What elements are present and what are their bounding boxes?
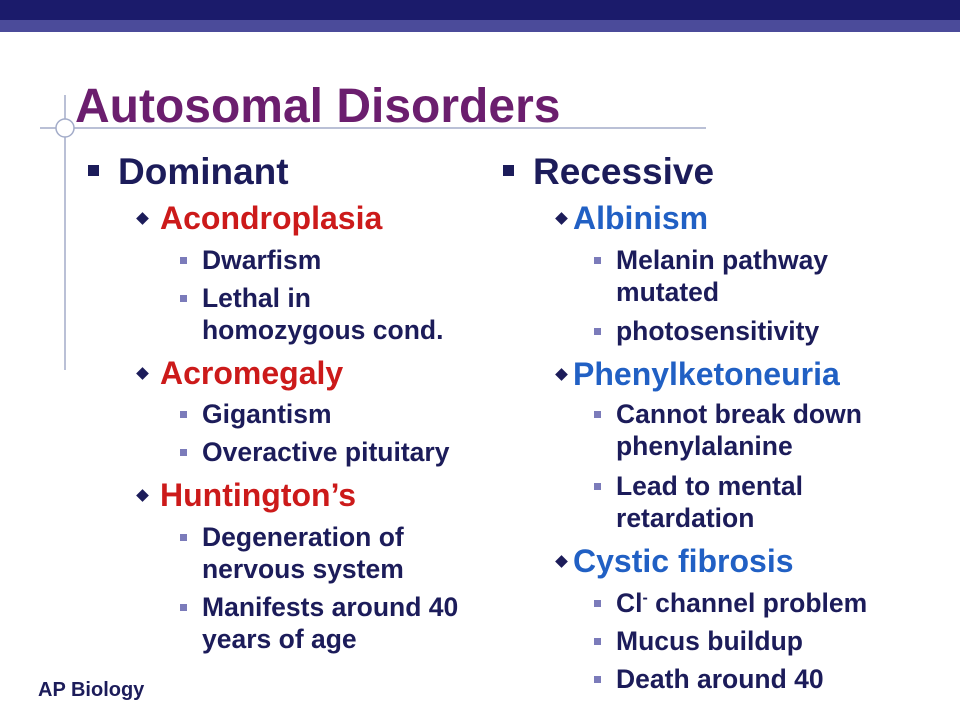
small-square-bullet-icon bbox=[180, 295, 187, 302]
small-square-bullet-icon bbox=[180, 604, 187, 611]
footer-course-label: AP Biology bbox=[38, 679, 145, 701]
disorder-item bbox=[573, 358, 840, 390]
disorder-note bbox=[616, 470, 900, 534]
disorder-item bbox=[573, 545, 794, 577]
note-text: Overactive pituitary bbox=[202, 437, 450, 467]
disorder-item bbox=[160, 479, 356, 511]
small-square-bullet-icon bbox=[594, 600, 601, 607]
note-text: Lead to mental retardation bbox=[616, 471, 804, 533]
disorder-note bbox=[616, 244, 900, 308]
small-square-bullet-icon bbox=[180, 411, 187, 418]
note-text: Manifests around 40 years of age bbox=[202, 592, 459, 654]
small-square-bullet-icon bbox=[180, 534, 187, 541]
disorder-note bbox=[202, 398, 472, 430]
small-square-bullet-icon bbox=[594, 328, 601, 335]
note-text: Degeneration of nervous system bbox=[202, 522, 404, 584]
small-square-bullet-icon bbox=[594, 676, 601, 683]
note-text: Gigantism bbox=[202, 399, 332, 429]
disorder-item bbox=[573, 202, 708, 234]
chloride-charge: - bbox=[642, 589, 648, 607]
column-heading-recessive bbox=[533, 153, 714, 190]
disorder-name: Huntington’s bbox=[160, 477, 357, 513]
disorder-note bbox=[616, 625, 900, 657]
small-square-bullet-icon bbox=[180, 449, 187, 456]
column-heading-label: Recessive bbox=[533, 151, 715, 192]
small-square-bullet-icon bbox=[594, 483, 601, 490]
disorder-note bbox=[202, 591, 472, 655]
disorder-name: Cystic fibrosis bbox=[573, 543, 794, 579]
disorder-note bbox=[616, 663, 900, 695]
disorder-note bbox=[202, 521, 472, 585]
note-text: Cannot break down phenylalanine bbox=[616, 399, 862, 461]
disorder-note bbox=[202, 244, 472, 276]
note-text: photosensitivity bbox=[616, 316, 820, 346]
disorder-name: Acondroplasia bbox=[160, 200, 383, 236]
small-square-bullet-icon bbox=[594, 411, 601, 418]
disorder-name: Acromegaly bbox=[160, 355, 344, 391]
disorder-note bbox=[202, 436, 472, 468]
disorder-name: Albinism bbox=[573, 200, 709, 236]
crosshair-circle bbox=[56, 119, 74, 137]
column-heading-label: Dominant bbox=[118, 151, 289, 192]
disorder-note bbox=[202, 282, 472, 346]
disorder-note bbox=[616, 315, 900, 347]
disorder-note bbox=[616, 587, 900, 619]
small-square-bullet-icon bbox=[594, 257, 601, 264]
note-text: Death around 40 bbox=[616, 664, 824, 694]
small-square-bullet-icon bbox=[180, 257, 187, 264]
disorder-item bbox=[160, 357, 343, 389]
small-square-bullet-icon bbox=[594, 638, 601, 645]
disorder-name: Phenylketoneuria bbox=[573, 356, 840, 392]
note-text: Dwarfism bbox=[202, 245, 322, 275]
disorder-note bbox=[616, 398, 900, 462]
note-text: Lethal in homozygous cond. bbox=[202, 283, 444, 345]
note-text: Mucus buildup bbox=[616, 626, 803, 656]
note-text: channel problem bbox=[655, 588, 868, 618]
square-bullet-icon bbox=[88, 165, 99, 176]
square-bullet-icon bbox=[503, 165, 514, 176]
column-heading-dominant bbox=[118, 153, 289, 190]
disorder-item bbox=[160, 202, 382, 234]
note-text: Melanin pathway mutated bbox=[616, 245, 829, 307]
slide-title: Autosomal Disorders bbox=[75, 80, 561, 133]
chloride-symbol: Cl bbox=[616, 588, 643, 618]
